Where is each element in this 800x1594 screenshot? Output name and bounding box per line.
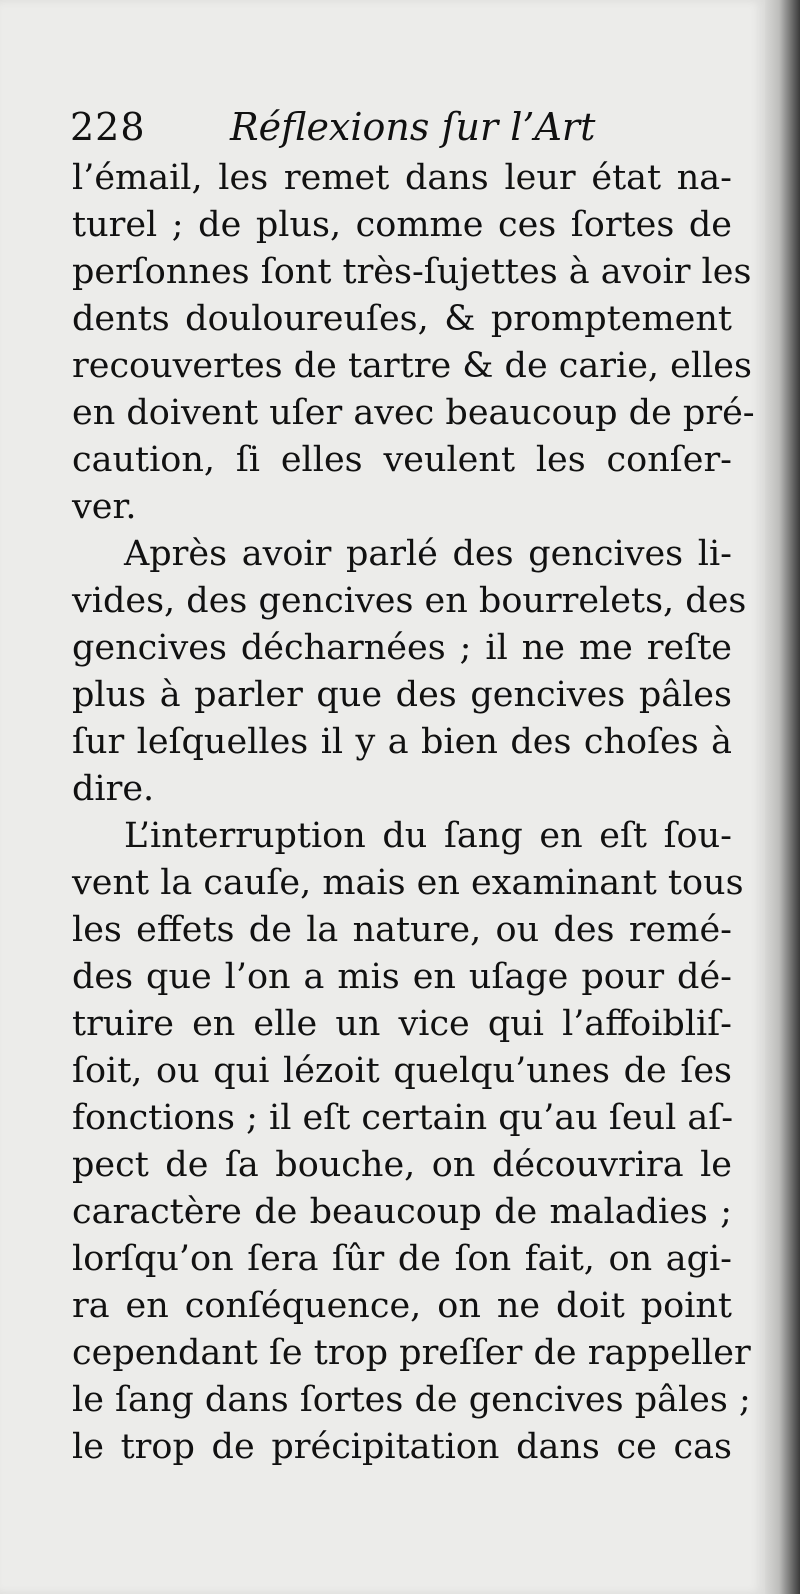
text-line: vides, des gencives en bourrelets, des	[72, 581, 747, 621]
text-line: caractère de beaucoup de maladies ;	[72, 1192, 732, 1232]
text-line: lorſqu’on ſera ſûr de ſon fait, on agi-	[72, 1239, 732, 1279]
body-text	[72, 155, 755, 1471]
page-number: 228	[70, 105, 146, 149]
text-line: recouvertes de tartre & de carie, elles	[72, 346, 752, 386]
page-header	[70, 105, 730, 161]
text-line: en doivent uſer avec beaucoup de pré-	[72, 393, 755, 433]
text-line: plus à parler que des gencives pâles	[72, 675, 732, 715]
text-line: truire en elle un vice qui l’affoibliſ-	[72, 1004, 732, 1044]
text-line: Après avoir parlé des gencives li-	[124, 534, 732, 574]
text-line: vent la cauſe, mais en examinant tous	[72, 863, 744, 903]
text-line: des que l’on a mis en uſage pour dé-	[72, 957, 732, 997]
text-line: ſoit, ou qui lézoit quelqu’unes de ſes	[72, 1051, 732, 1091]
text-line: dire.	[72, 769, 155, 809]
paragraph-1	[72, 155, 755, 531]
paragraph-3	[72, 813, 751, 1471]
text-line: ver.	[72, 487, 137, 527]
text-line: les effets de la nature, ou des remé-	[72, 910, 732, 950]
text-line: dents douloureuſes, & promptement	[72, 299, 732, 339]
text-line: ra en conſéquence, on ne doit point	[72, 1286, 732, 1326]
text-line: gencives décharnées ; il ne me reſte	[72, 628, 732, 668]
text-line: caution, ſi elles veulent les conſer-	[72, 440, 732, 480]
text-line: ſur leſquelles il y a bien des choſes à	[72, 722, 732, 762]
paragraph-2	[72, 531, 747, 813]
text-line: pect de ſa bouche, on découvrira le	[72, 1145, 732, 1185]
text-line: fonctions ; il eſt certain qu’au ſeul aſ-	[72, 1098, 734, 1138]
page-edge-shadow	[765, 0, 800, 1594]
text-line: le ſang dans ſortes de gencives pâles ;	[72, 1380, 751, 1420]
text-line: l’émail, les remet dans leur état na-	[72, 158, 732, 198]
text-line: L’interruption du ſang en eſt ſou-	[124, 816, 732, 856]
text-line: cependant ſe trop preſſer de rappeller	[72, 1333, 751, 1373]
text-line: le trop de précipitation dans ce cas	[72, 1427, 732, 1467]
text-line: perſonnes ſont très-ſujettes à avoir les	[72, 252, 752, 292]
running-title: Réflexions ſur l’Art	[230, 105, 596, 149]
text-line: turel ; de plus, comme ces ſortes de	[72, 205, 732, 245]
